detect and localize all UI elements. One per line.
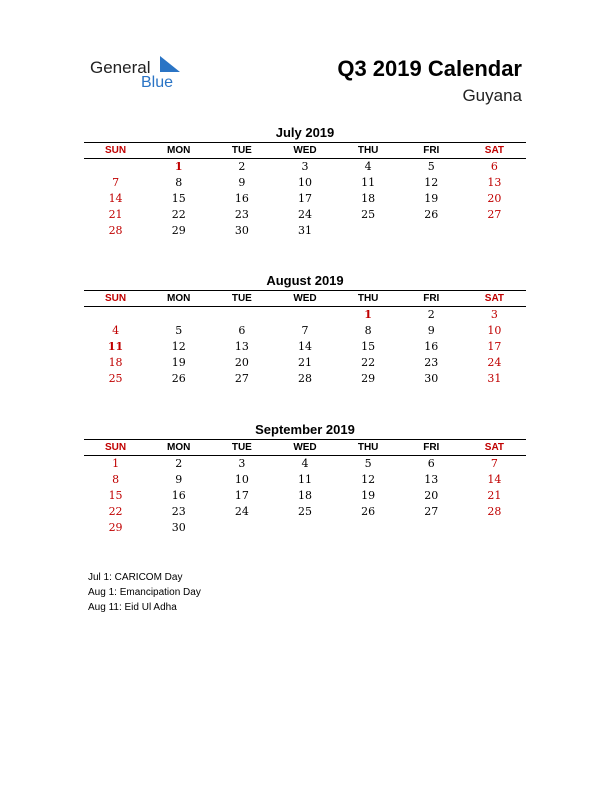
- logo-general-text: General: [90, 58, 151, 77]
- day-cell: 30: [424, 371, 439, 385]
- day-cell: 24: [487, 355, 502, 369]
- day-cell: 6: [238, 324, 246, 338]
- day-cell: 19: [171, 355, 186, 369]
- week-row: [84, 354, 526, 370]
- weekday-label: SAT: [484, 442, 505, 453]
- holiday-list: [88, 570, 201, 615]
- day-cell: 2: [175, 457, 183, 471]
- day-cell: 22: [108, 504, 123, 518]
- day-cell: 15: [361, 339, 376, 353]
- weekday-label: FRI: [423, 442, 440, 453]
- day-cell: 19: [361, 488, 376, 502]
- month-title: August 2019: [266, 273, 344, 288]
- day-cell: 1: [364, 308, 372, 322]
- weekday-label: TUE: [231, 293, 252, 304]
- day-cell: 5: [364, 457, 372, 471]
- day-cell: 29: [108, 520, 123, 534]
- day-cell: 1: [112, 457, 120, 471]
- day-cell: 16: [234, 191, 249, 205]
- day-cell: 28: [297, 371, 312, 385]
- day-cell: 1: [174, 160, 183, 174]
- weekday-label: THU: [357, 442, 379, 453]
- day-cell: 11: [107, 339, 124, 353]
- day-cell: 28: [108, 223, 123, 237]
- week-row: [84, 503, 526, 519]
- day-cell: 15: [108, 488, 123, 502]
- day-cell: 27: [487, 207, 502, 221]
- weekday-label: FRI: [423, 293, 440, 304]
- week-row: [84, 339, 526, 355]
- week-row: [84, 191, 526, 207]
- weekday-label: WED: [293, 442, 317, 453]
- day-cell: 14: [297, 339, 312, 353]
- day-cell: 30: [234, 223, 249, 237]
- day-cell: 21: [487, 488, 502, 502]
- day-cell: 29: [171, 223, 186, 237]
- weekday-label: SAT: [484, 293, 505, 304]
- weekday-label: SUN: [105, 145, 127, 156]
- logo-blue-text: Blue: [141, 74, 174, 91]
- week-row: [84, 472, 526, 488]
- country-name: Guyana: [462, 86, 522, 105]
- day-cell: 19: [424, 191, 439, 205]
- day-cell: 18: [297, 488, 312, 502]
- day-cell: 3: [490, 308, 498, 322]
- weekday-label: SAT: [484, 145, 505, 156]
- month-title: July 2019: [275, 125, 335, 140]
- day-cell: 17: [297, 191, 312, 205]
- day-cell: 2: [238, 160, 246, 174]
- weekday-label: THU: [357, 293, 379, 304]
- day-cell: 17: [487, 339, 502, 353]
- day-cell: 23: [171, 504, 186, 518]
- week-row: [84, 222, 526, 238]
- day-cell: 13: [487, 176, 502, 190]
- day-cell: 23: [234, 207, 249, 221]
- day-cell: 7: [301, 324, 309, 338]
- day-cell: 3: [301, 160, 309, 174]
- day-cell: 28: [487, 504, 502, 518]
- weekday-label: TUE: [231, 442, 252, 453]
- logo: [90, 56, 200, 94]
- day-cell: 10: [297, 176, 312, 190]
- day-cell: 16: [424, 339, 439, 353]
- day-cell: 12: [361, 473, 376, 487]
- week-row: [84, 456, 526, 472]
- week-row: [84, 175, 526, 191]
- day-cell: 20: [234, 355, 249, 369]
- week-row: [84, 307, 526, 323]
- day-cell: 2: [427, 308, 435, 322]
- day-cell: 17: [234, 488, 249, 502]
- day-cell: 20: [424, 488, 439, 502]
- day-cell: 9: [175, 473, 183, 487]
- day-cell: 25: [361, 207, 376, 221]
- day-cell: 21: [297, 355, 312, 369]
- weekday-header: [84, 290, 526, 307]
- month-block: [84, 272, 526, 386]
- day-cell: 15: [171, 191, 186, 205]
- day-cell: 4: [301, 457, 309, 471]
- day-cell: 21: [108, 207, 123, 221]
- day-cell: 5: [175, 324, 183, 338]
- day-cell: 16: [171, 488, 186, 502]
- day-cell: 29: [361, 371, 376, 385]
- day-cell: 9: [427, 324, 435, 338]
- day-cell: 4: [364, 160, 372, 174]
- weekday-label: MON: [167, 442, 191, 453]
- weekday-label: WED: [293, 293, 317, 304]
- day-cell: 11: [361, 176, 376, 190]
- day-cell: 3: [238, 457, 246, 471]
- holiday-item: Aug 11: Eid Ul Adha: [88, 602, 177, 613]
- day-cell: 8: [175, 176, 183, 190]
- week-row: [84, 519, 526, 535]
- day-cell: 14: [108, 191, 123, 205]
- weekday-label: FRI: [423, 145, 440, 156]
- day-cell: 12: [424, 176, 439, 190]
- week-row: [84, 159, 526, 175]
- day-cell: 30: [171, 520, 186, 534]
- day-cell: 31: [487, 371, 502, 385]
- day-cell: 10: [487, 324, 502, 338]
- day-cell: 4: [112, 324, 120, 338]
- week-row: [84, 206, 526, 222]
- day-cell: 24: [297, 207, 312, 221]
- day-cell: 5: [427, 160, 435, 174]
- day-cell: 22: [361, 355, 376, 369]
- holiday-item: Jul 1: CARICOM Day: [88, 572, 183, 583]
- day-cell: 27: [234, 371, 249, 385]
- day-cell: 11: [297, 473, 312, 487]
- day-cell: 27: [424, 504, 439, 518]
- day-cell: 9: [238, 176, 246, 190]
- weekday-label: MON: [167, 145, 191, 156]
- weekday-label: SUN: [105, 293, 127, 304]
- day-cell: 18: [361, 191, 376, 205]
- day-cell: 23: [424, 355, 439, 369]
- day-cell: 8: [112, 473, 120, 487]
- day-cell: 25: [297, 504, 312, 518]
- week-row: [84, 370, 526, 386]
- day-cell: 13: [234, 339, 249, 353]
- day-cell: 10: [234, 473, 249, 487]
- page-title: Q3 2019 Calendar: [337, 56, 522, 81]
- day-cell: 6: [427, 457, 435, 471]
- weekday-label: TUE: [231, 145, 252, 156]
- weekday-header: [84, 439, 526, 456]
- day-cell: 26: [171, 371, 186, 385]
- day-cell: 8: [364, 324, 372, 338]
- weekday-label: THU: [357, 145, 379, 156]
- week-row: [84, 323, 526, 339]
- logo-triangle-icon: [160, 56, 180, 72]
- weekday-label: WED: [293, 145, 317, 156]
- day-cell: 6: [490, 160, 498, 174]
- day-cell: 14: [487, 473, 502, 487]
- month-title: September 2019: [255, 422, 355, 437]
- weekday-label: MON: [167, 293, 191, 304]
- day-cell: 13: [424, 473, 439, 487]
- day-cell: 25: [108, 371, 123, 385]
- day-cell: 31: [297, 223, 312, 237]
- day-cell: 7: [490, 457, 498, 471]
- day-cell: 20: [487, 191, 502, 205]
- day-cell: 26: [361, 504, 376, 518]
- month-block: [84, 421, 526, 535]
- day-cell: 7: [112, 176, 120, 190]
- day-cell: 12: [171, 339, 186, 353]
- day-cell: 24: [234, 504, 249, 518]
- holiday-item: Aug 1: Emancipation Day: [88, 587, 201, 598]
- day-cell: 26: [424, 207, 439, 221]
- day-cell: 18: [108, 355, 123, 369]
- day-cell: 22: [171, 207, 186, 221]
- weekday-label: SUN: [105, 442, 127, 453]
- weekday-header: [84, 142, 526, 159]
- week-row: [84, 488, 526, 504]
- month-block: [84, 124, 526, 238]
